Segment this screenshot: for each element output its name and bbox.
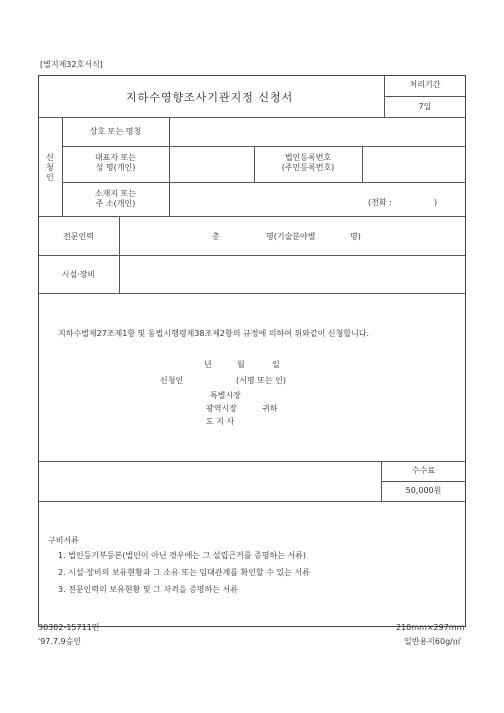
addressee-line2: 광역시장 xyxy=(206,404,237,413)
date-year: 년 xyxy=(204,360,212,369)
corp-reg-label-line2: (주민등록번호) xyxy=(281,163,335,172)
applicant-section-char: 신 xyxy=(46,153,54,162)
divider xyxy=(38,461,466,462)
paper-type: 일반용지60g/㎡ xyxy=(404,637,461,646)
paper-size: 210mm×297mm xyxy=(396,623,465,632)
applicant-section-char: 청 xyxy=(46,163,54,172)
fee-label: 수수료 xyxy=(411,466,436,475)
representative-label-line2: 성 명(개인) xyxy=(95,163,136,172)
address-label-line2: 주 소(개인) xyxy=(95,199,136,208)
trade-name-field[interactable] xyxy=(170,118,465,145)
trade-name-label: 상호 또는 명칭 xyxy=(89,127,142,136)
address-field[interactable] xyxy=(170,183,360,215)
facility-field[interactable] xyxy=(120,256,465,292)
personnel-total-label: 총 xyxy=(212,232,220,241)
divider xyxy=(384,96,466,97)
representative-label-line1: 대표자 또는 xyxy=(94,153,137,162)
representative-name-field[interactable] xyxy=(170,147,253,181)
personnel-field-unit: 명) xyxy=(350,232,361,241)
phone-close: ) xyxy=(434,198,438,207)
address-label-line1: 소재지 또는 xyxy=(94,189,137,198)
document-item: 2. 시설·장비의 보유현황과 그 소유 또는 임대관계를 확인할 수 있는 서류 xyxy=(58,568,310,577)
form-code: 30302-15711민 xyxy=(38,623,100,632)
facility-label: 시설·장비 xyxy=(61,270,96,279)
addressee-line1: 특별시장 xyxy=(210,391,241,400)
applicant-section-char: 인 xyxy=(46,173,54,182)
divider xyxy=(381,481,466,482)
date-day: 일 xyxy=(272,360,280,369)
honorific: 귀하 xyxy=(262,404,278,413)
corp-reg-label-line1: 법인등록번호 xyxy=(284,153,332,162)
divider xyxy=(38,501,466,502)
application-statement: 지하수법제27조제1항 및 동법시행령제38조제2항의 규정에 의하여 위와같이 신청합니다. xyxy=(58,329,370,338)
signature-label: (서명 또는 인) xyxy=(236,376,286,385)
fee-amount: 50,000원 xyxy=(405,486,442,495)
form-title: 지하수영향조사기관지정 신청서 xyxy=(126,91,294,104)
document-item: 1. 법인등기부등본(법인이 아닌 경우에는 그 설립근거를 증명하는 서류) xyxy=(58,551,307,560)
corp-reg-number-field[interactable] xyxy=(363,147,465,181)
documents-title: 구비서류 xyxy=(48,536,79,545)
applicant-sign-label: 신청인 xyxy=(160,376,184,385)
form-label: [별지제32호서식] xyxy=(40,60,103,69)
approval-date: '97.7.9승인 xyxy=(38,637,82,646)
addressee-line3: 도 지 사 xyxy=(206,417,235,426)
personnel-field-text: 명(기술분야별 xyxy=(266,232,316,241)
document-item: 3. 전문인력의 보유현황 및 그 자격을 증명하는 서류 xyxy=(58,585,238,594)
divider xyxy=(38,216,466,217)
processing-period-value: 7일 xyxy=(418,102,432,111)
divider xyxy=(38,293,466,294)
phone-label: (전화 : xyxy=(368,198,392,207)
processing-period-label: 처리기간 xyxy=(409,80,441,89)
date-month: 월 xyxy=(237,360,245,369)
personnel-label: 전문인력 xyxy=(63,232,94,241)
